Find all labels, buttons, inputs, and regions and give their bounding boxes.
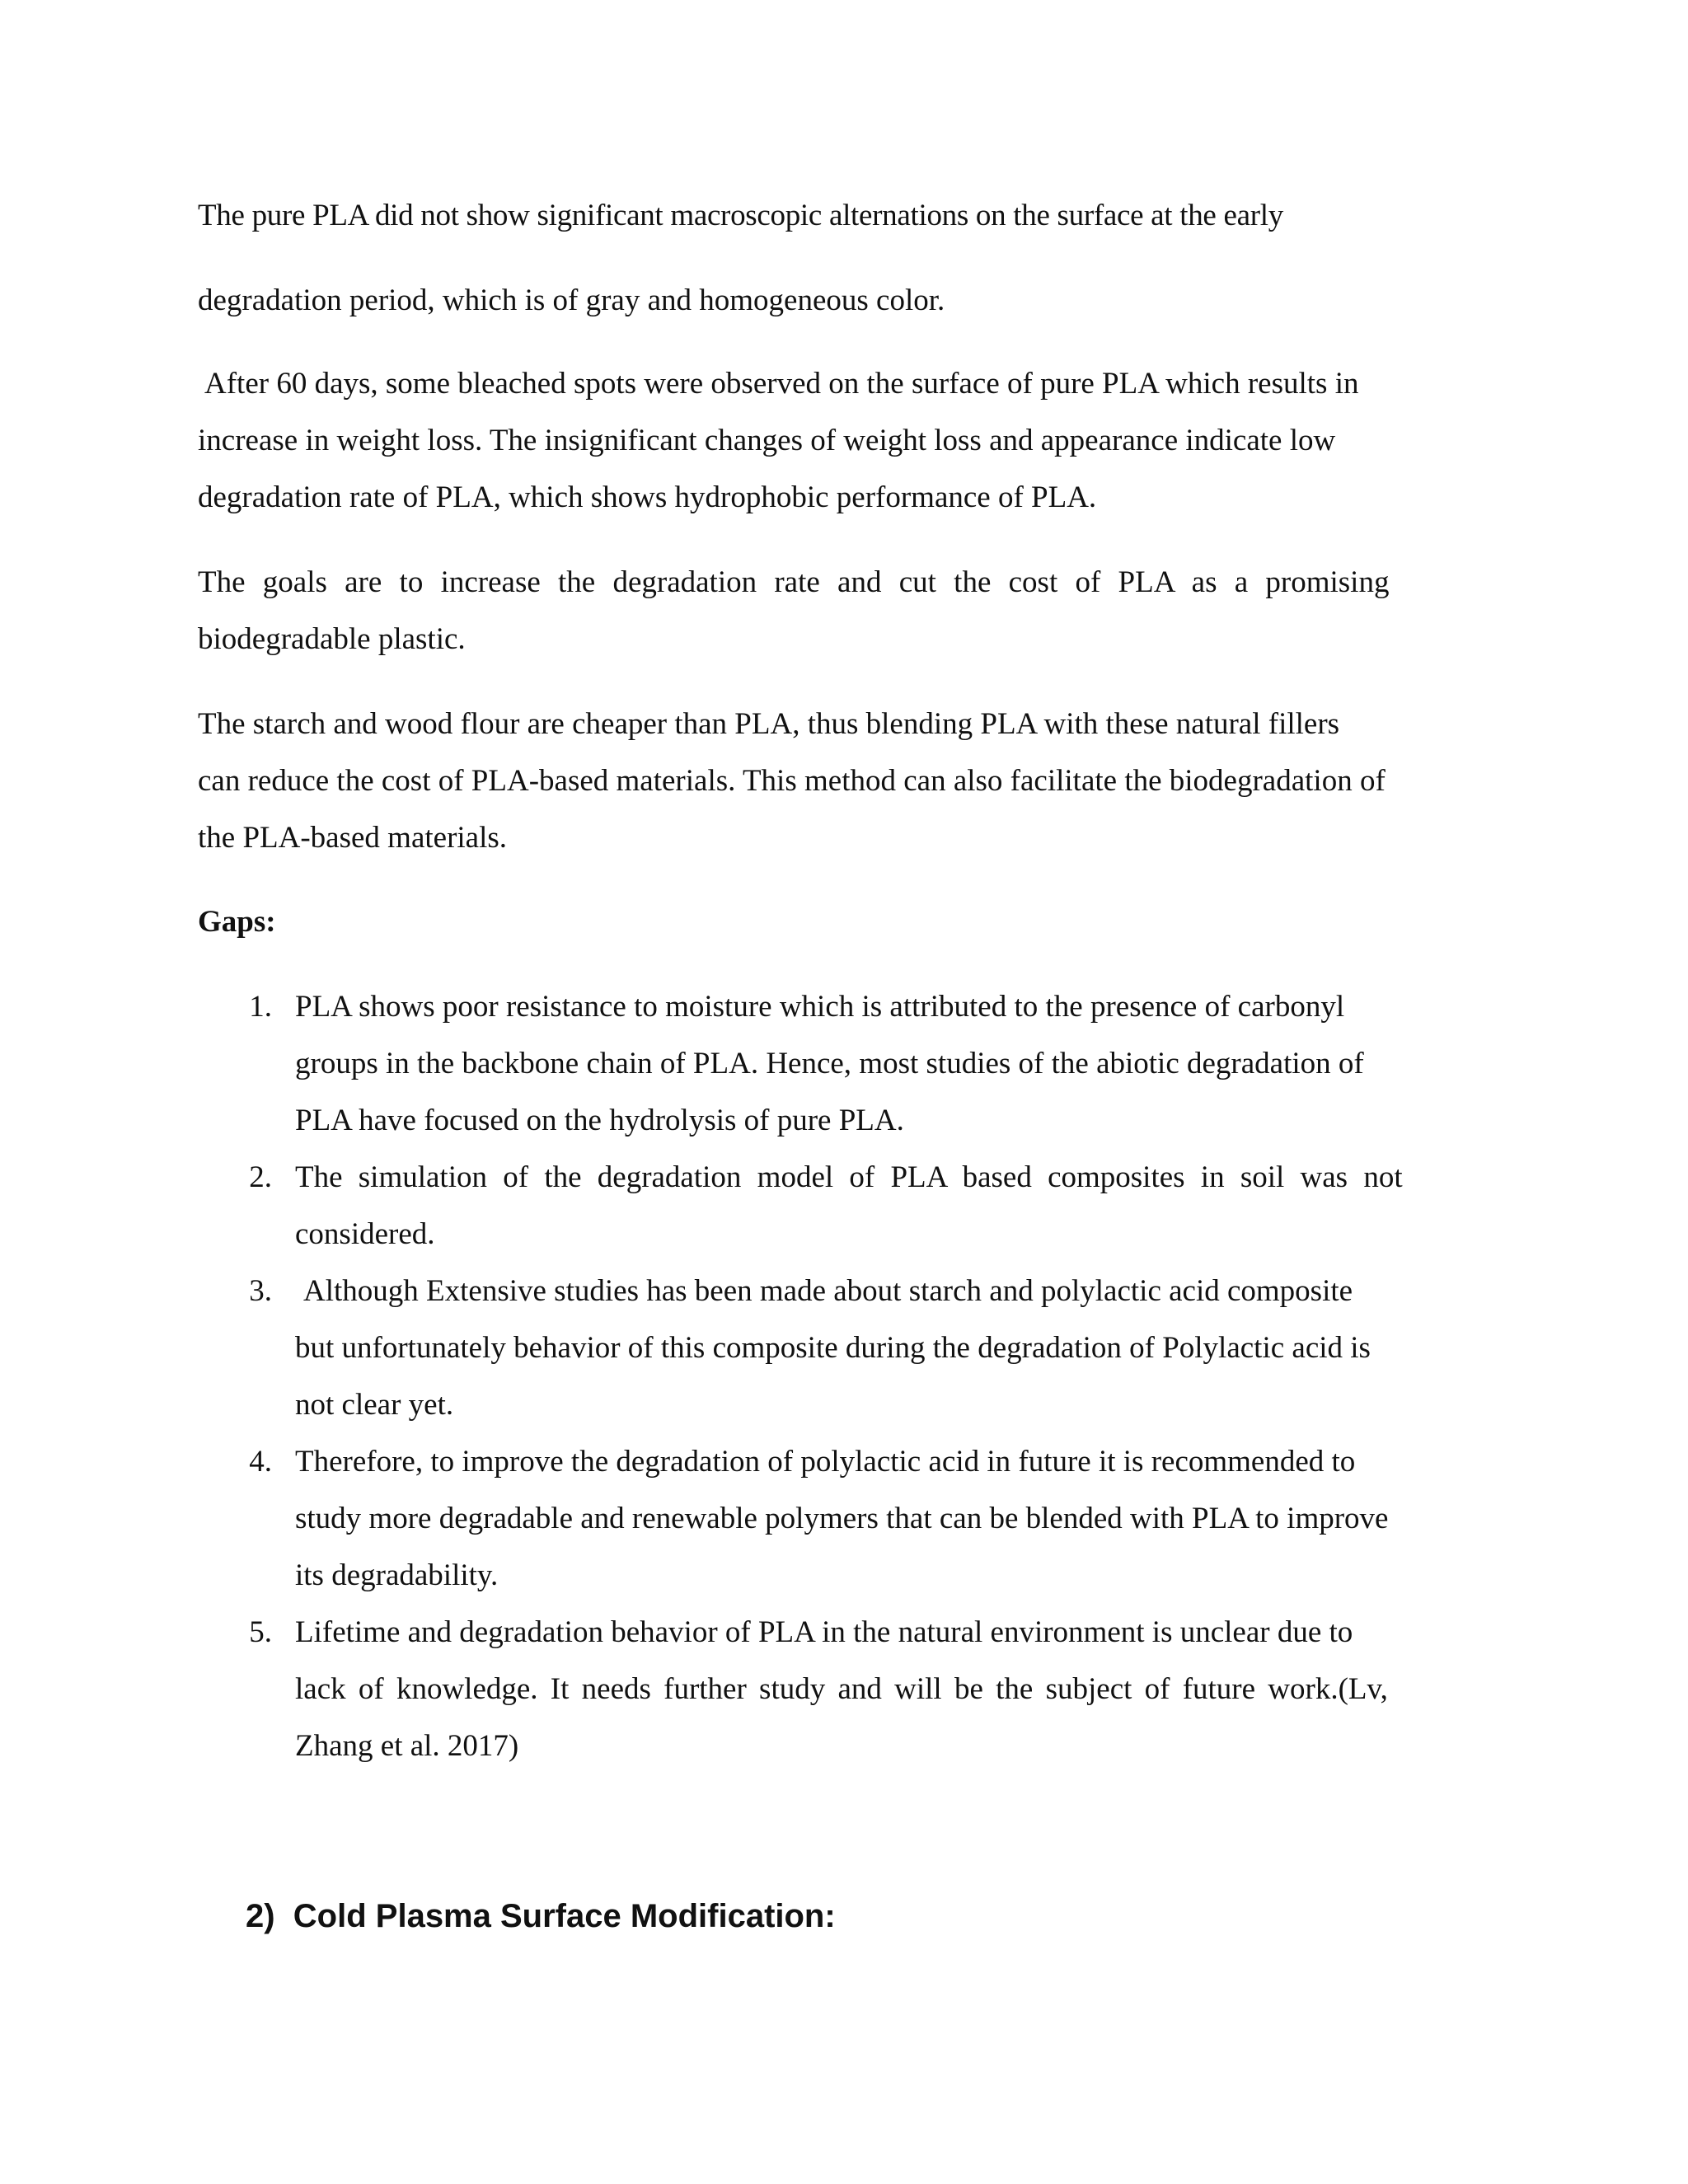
list-item-4-line-1: Therefore, to improve the degradation of polylactic acid in future it is recommended to (295, 1445, 1356, 1479)
list-item-5-line-3: Zhang et al. 2017) (295, 1729, 519, 1763)
list-item-2-line-1: The simulation of the degradation model of PLA based composites in soil was not (295, 1160, 1403, 1194)
list-item-3-line-1: Although Extensive studies has been made about starch and polylactic acid composite (303, 1274, 1353, 1308)
paragraph-3-line-1: The goals are to increase the degradation rate and cut the cost of PLA as a promising (198, 565, 1390, 599)
paragraph-4-line-1: The starch and wood flour are cheaper than PLA, thus blending PLA with these natural fillers (198, 707, 1340, 741)
list-item-1-line-3: PLA have focused on the hydrolysis of pure PLA. (295, 1104, 904, 1137)
list-item-3-line-3: not clear yet. (295, 1388, 454, 1422)
gaps-heading: Gaps: (198, 905, 276, 939)
paragraph-4-line-3: the PLA-based materials. (198, 821, 508, 855)
list-item-1-number: 1. (249, 990, 272, 1024)
list-item-1-line-2: groups in the backbone chain of PLA. Hence, most studies of the abiotic degradation of (295, 1047, 1364, 1080)
section-heading: 2) Cold Plasma Surface Modification: (246, 1898, 836, 1934)
list-item-3-line-2: but unfortunately behavior of this composite during the degradation of Polylactic acid is (295, 1331, 1371, 1365)
paragraph-1-line-2: degradation period, which is of gray and homogeneous color. (198, 284, 945, 317)
list-item-4-line-2: study more degradable and renewable polymers that can be blended with PLA to improve (295, 1502, 1389, 1535)
list-item-5-number: 5. (249, 1615, 272, 1649)
list-item-5-line-2: lack of knowledge. It needs further study and will be the subject of future work.(Lv, (295, 1672, 1388, 1706)
paragraph-2-line-2: increase in weight loss. The insignificant changes of weight loss and appearance indicate low (198, 424, 1336, 457)
paragraph-1-line-1: The pure PLA did not show significant macroscopic alternations on the surface at the early (198, 199, 1283, 232)
list-item-1-line-1: PLA shows poor resistance to moisture which is attributed to the presence of carbonyl (295, 990, 1345, 1024)
list-item-2-number: 2. (249, 1160, 272, 1194)
paragraph-3-line-2: biodegradable plastic. (198, 622, 466, 656)
paragraph-4-line-2: can reduce the cost of PLA-based materials. This method can also facilitate the biodegradation of (198, 764, 1386, 798)
list-item-2-line-2: considered. (295, 1217, 435, 1251)
paragraph-2-line-3: degradation rate of PLA, which shows hydrophobic performance of PLA. (198, 480, 1097, 514)
list-item-3-number: 3. (249, 1274, 272, 1308)
paragraph-2-line-1: After 60 days, some bleached spots were observed on the surface of pure PLA which results in (204, 367, 1359, 401)
list-item-4-number: 4. (249, 1445, 272, 1479)
list-item-5-line-1: Lifetime and degradation behavior of PLA in the natural environment is unclear due to (295, 1615, 1353, 1649)
list-item-4-line-3: its degradability. (295, 1558, 499, 1592)
